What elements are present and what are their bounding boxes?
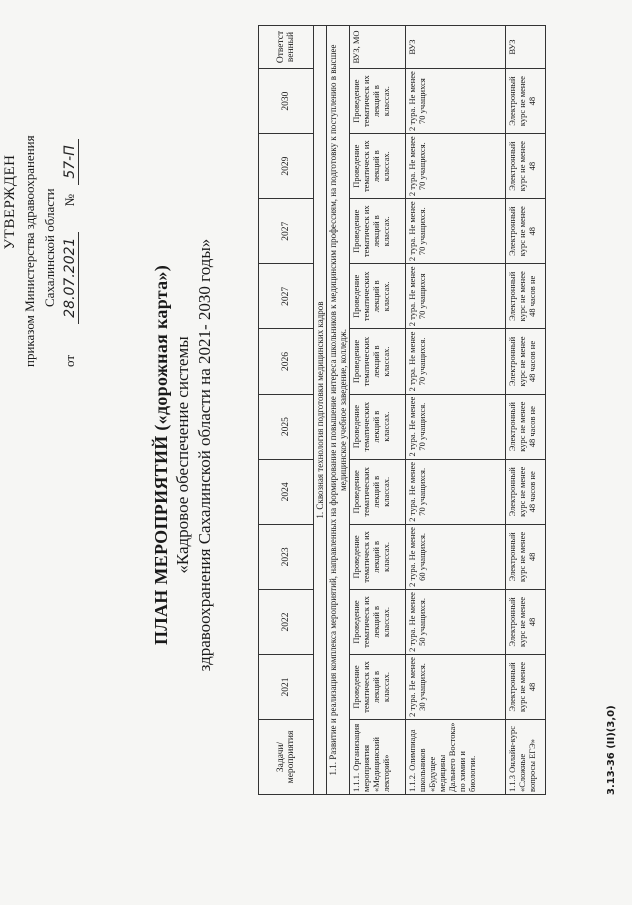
responsible-cell: ВУЗ, МО xyxy=(350,26,406,69)
row-name: 1.1.2. Олимпиада школьников «Будущее медицины Дальнего Востока» по химии и биологии. xyxy=(406,720,506,795)
table-cell: Электронный курс не менее 48 xyxy=(506,654,546,719)
date-prefix: от xyxy=(62,354,77,367)
table-cell: Проведение тематическ их лекций в классах. xyxy=(350,69,406,134)
header-cell: 2030 xyxy=(259,69,314,134)
approval-line-1: приказом Министерства здравоохранения xyxy=(22,135,37,367)
task-row xyxy=(327,26,350,795)
table-row xyxy=(350,26,406,795)
title-main: ПЛАН МЕРОПРИЯТИЙ («дорожная карта») xyxy=(151,264,171,646)
responsible-cell: ВУЗ xyxy=(406,26,506,69)
table-cell: 2 тура. Не менее 60 учащихся. xyxy=(406,524,506,589)
header-cell: 2022 xyxy=(259,589,314,654)
table-cell: Проведение тематических лекций в классах. xyxy=(350,264,406,329)
table-cell: Электронный курс не менее 48 часов не xyxy=(506,329,546,394)
title-sub-2: здравоохранения Сахалинской области на 2021- 2030 годы» xyxy=(195,238,214,672)
table-cell: 2 тура. Не менее 70 учащихся. xyxy=(406,199,506,264)
document-title xyxy=(150,145,216,765)
table-cell: Проведение тематических лекций в классах. xyxy=(350,394,406,459)
header-cell: Задачи/ мероприятия xyxy=(259,720,314,795)
header-cell: 2027 xyxy=(259,199,314,264)
table-cell: Электронный курс не менее 48 часов не xyxy=(506,394,546,459)
table-cell: Электронный курс не менее 48 xyxy=(506,199,546,264)
title-sub-1: «Кадровое обеспечение системы xyxy=(173,336,192,574)
header-cell: 2021 xyxy=(259,654,314,719)
approval-line-2: Сахалинской области xyxy=(42,188,57,307)
approval-number: 57-П xyxy=(62,139,79,184)
table-cell: Проведение тематических лекций в классах. xyxy=(350,459,406,524)
number-prefix: № xyxy=(62,193,77,207)
table-cell: Электронный курс не менее 48 xyxy=(506,589,546,654)
approval-heading: УТВЕРЖДЕН xyxy=(2,154,18,250)
header-cell: 2024 xyxy=(259,459,314,524)
table-cell: Проведение тематическ их лекций в классах. xyxy=(350,654,406,719)
task-title: 1.1. Развитие и реализация комплекса мероприятий, направленных на формирование и повышение интереса школьников к медицинским профессиям, на подготовку к поступлению в высшее медицинское учебное заведение, колледж. xyxy=(327,26,350,795)
header-cell: Ответст венный xyxy=(259,26,314,69)
header-cell: 2026 xyxy=(259,329,314,394)
table-cell: 2 тура. Не менее 70 учащихся xyxy=(406,69,506,134)
table-cell: 2 тура. Не менее 70 учащихся xyxy=(406,264,506,329)
table-cell: Проведение тематическ их лекций в классах. xyxy=(350,524,406,589)
approval-date: 28.07.2021 xyxy=(62,232,79,324)
table-cell: 2 тура. Не менее 70 учащихся. xyxy=(406,329,506,394)
plan-table xyxy=(258,25,546,795)
table-row xyxy=(406,26,506,795)
section-row xyxy=(314,26,327,795)
table-cell: 2 тура. Не менее 30 учащихся. xyxy=(406,654,506,719)
table-cell: Электронный курс не менее 48 xyxy=(506,134,546,199)
table-cell: 2 тура. Не менее 70 учащихся. xyxy=(406,394,506,459)
table-cell: Электронный курс не менее 48 xyxy=(506,69,546,134)
table-cell: Проведение тематических лекций в классах. xyxy=(350,329,406,394)
table-cell: 2 тура. Не менее 50 учащихся. xyxy=(406,589,506,654)
table-cell: Проведение тематическ их лекций в классах. xyxy=(350,199,406,264)
table-row xyxy=(506,26,546,795)
row-name: 1.1.3 Онлайн-курс «Сложные вопросы ЕГЭ» xyxy=(506,720,546,795)
header-cell: 2023 xyxy=(259,524,314,589)
section-title: 1. Сквозная технология подготовки медицинских кадров xyxy=(314,26,327,795)
table-cell: Проведение тематическ их лекций в классах. xyxy=(350,134,406,199)
table-cell: Электронный курс не менее 48 часов не xyxy=(506,264,546,329)
approval-date-line xyxy=(60,37,80,367)
table-cell: Электронный курс не менее 48 xyxy=(506,524,546,589)
table-cell: 2 тура. Не менее 70 учащихся. xyxy=(406,134,506,199)
header-cell: 2027 xyxy=(259,264,314,329)
row-name: 1.1.1. Организация мероприятия «Медицинский лекторий» xyxy=(350,720,406,795)
responsible-cell: ВУЗ xyxy=(506,26,546,69)
table-cell: 2 тура. Не менее 70 учащихся. xyxy=(406,459,506,524)
table-header-row xyxy=(259,26,314,795)
footer-code: 3.13-36 (II)(3,0) xyxy=(606,705,617,795)
header-cell: 2025 xyxy=(259,394,314,459)
table-cell: Электронный курс не менее 48 часов не xyxy=(506,459,546,524)
table-cell: Проведение тематическ их лекций в классах. xyxy=(350,589,406,654)
header-cell: 2029 xyxy=(259,134,314,199)
approval-block xyxy=(0,37,80,367)
